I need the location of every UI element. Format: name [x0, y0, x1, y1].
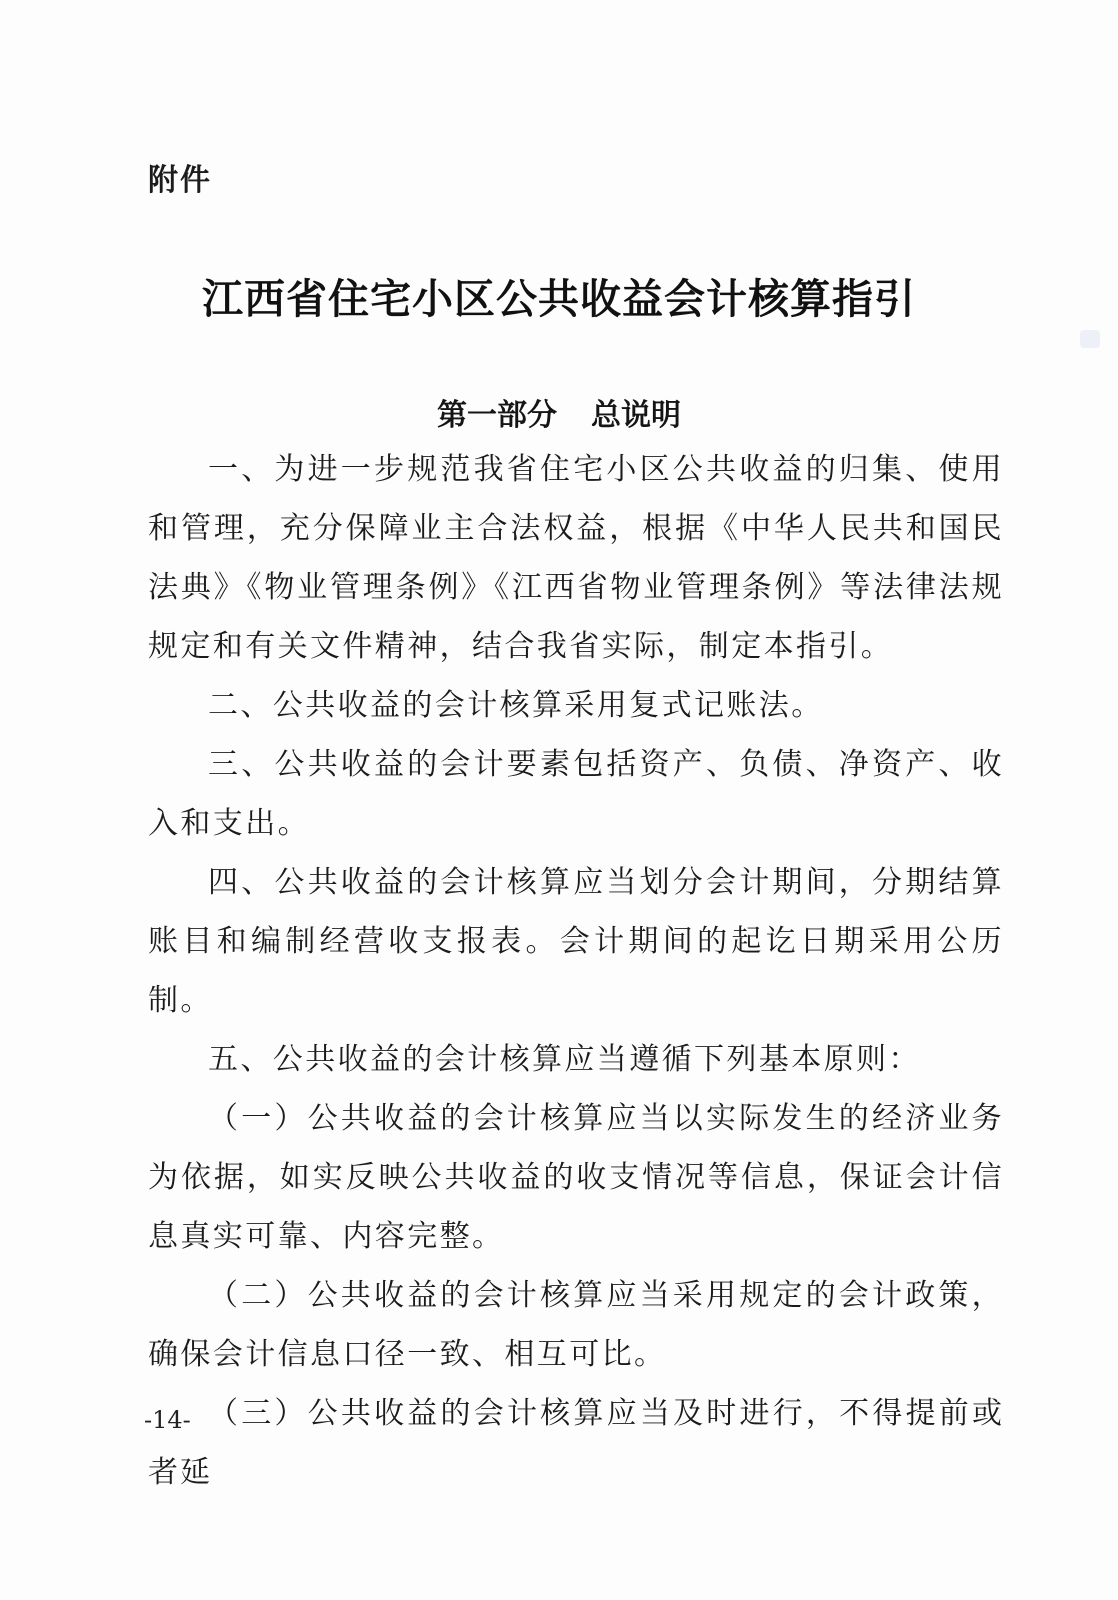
document-title: 江西省住宅小区公共收益会计核算指引 — [202, 275, 916, 323]
paragraph-8: （三）公共收益的会计核算应当及时进行，不得提前或者延 — [148, 1396, 1004, 1490]
paragraph-1: 一、为进一步规范我省住宅小区公共收益的归集、使用和管理，充分保障业主合法权益，根据《中华人民共和国民法典》《物业管理条例》《江西省物业管理条例》等法律法规规定和有关文件精神，结合我省实际，制定本指引。 — [148, 452, 1004, 664]
body-text — [148, 440, 1004, 1502]
page-number: -14- — [144, 1406, 191, 1434]
section-part-label: 第一部分 — [437, 398, 557, 433]
scan-artifact — [1080, 330, 1100, 348]
paragraph-3: 三、公共收益的会计要素包括资产、负债、净资产、收入和支出。 — [148, 747, 1004, 841]
paragraph-5: 五、公共收益的会计核算应当遵循下列基本原则： — [208, 1042, 921, 1077]
paragraph-4: 四、公共收益的会计核算应当划分会计期间，分期结算账目和编制经营收支报表。会计期间的起讫日期采用公历制。 — [148, 865, 1004, 1018]
attachment-label: 附件 — [148, 163, 212, 198]
paragraph-2: 二、公共收益的会计核算采用复式记账法。 — [208, 688, 824, 723]
section-name-label: 总说明 — [591, 398, 681, 433]
paragraph-7: （二）公共收益的会计核算应当采用规定的会计政策，确保会计信息口径一致、相互可比。 — [148, 1278, 1004, 1372]
section-heading — [0, 390, 1118, 434]
paragraph-6: （一）公共收益的会计核算应当以实际发生的经济业务为依据，如实反映公共收益的收支情况等信息，保证会计信息真实可靠、内容完整。 — [148, 1101, 1004, 1254]
